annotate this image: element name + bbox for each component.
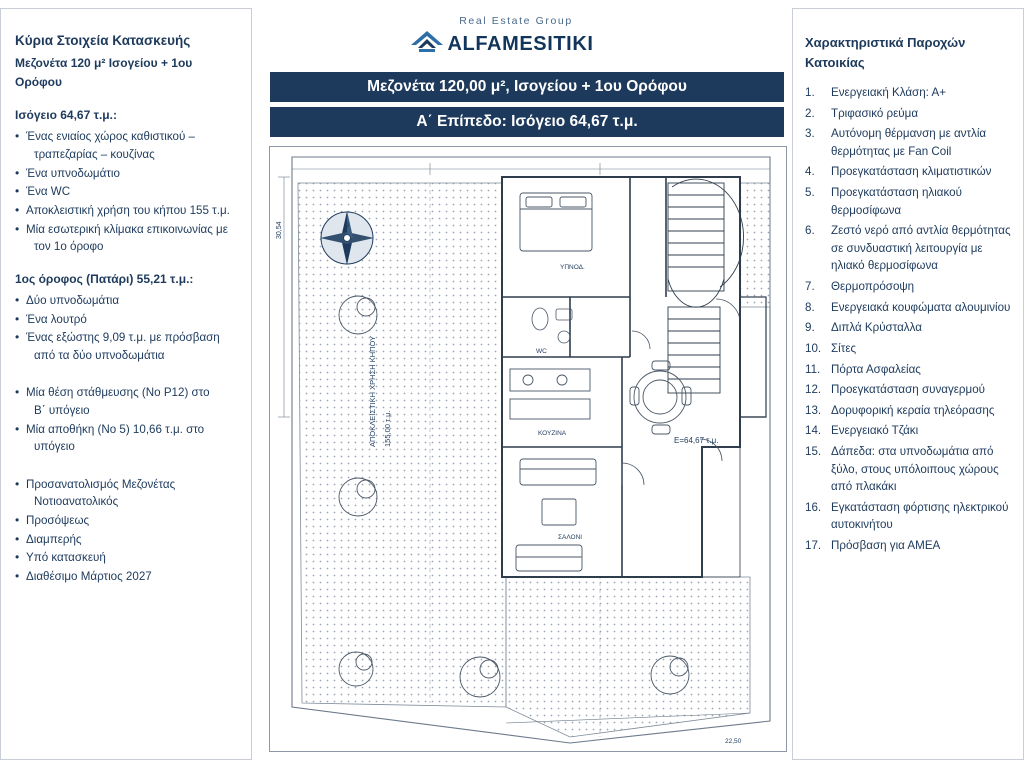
- compass-label: Ν: [344, 222, 350, 229]
- list-item: 8. Ενεργειακά κουφώματα αλουμινίου: [805, 300, 1011, 314]
- dimension-label: 22,50: [725, 738, 742, 745]
- floor-area-label: Ε=64,67 τ.μ.: [674, 436, 719, 445]
- list-item: 3. Αυτόνομη θέρμανση με αντλία θερμότητας με Fan Coil: [805, 127, 987, 158]
- right-panel-title: [805, 33, 1013, 72]
- list-item: • Ένας εξώστης 9,09 τ.μ. με πρόσβαση από τα δύο υπνοδωμάτια: [15, 329, 237, 364]
- list-item: 16. Εγκατάσταση φόρτισης ηλεκτρικού αυτοκινήτου: [805, 500, 1009, 532]
- list-item: • Μία θέση στάθμευσης (Νο Ρ12) στο Β΄ υπόγειο: [15, 384, 237, 419]
- right-panel-title-line1: Χαρακτηριστικά Παροχών: [805, 35, 966, 50]
- list-item: 5. Προεγκατάσταση ηλιακού θερμοσίφωνα: [805, 186, 962, 217]
- list-item: 4. Προεγκατάσταση κλιματιστικών: [805, 165, 992, 179]
- right-panel-title-line2: Κατοικίας: [805, 54, 865, 70]
- list-item: 13. Δορυφορική κεραία τηλεόρασης: [805, 403, 995, 417]
- list-item: 10. Σίτες: [805, 341, 857, 355]
- list-item: • Προσανατολισμός Μεζονέτας Νοτιοανατολικός: [15, 476, 237, 511]
- list-item: • Δύο υπνοδωμάτια: [15, 292, 237, 310]
- right-features-panel: [792, 8, 1024, 760]
- list-item: • Μία εσωτερική κλίμακα επικοινωνίας με τον 1ο όροφο: [15, 221, 237, 256]
- list-item: 17. Πρόσβαση για ΑΜΕΑ: [805, 539, 941, 553]
- ground-floor-list: [15, 128, 237, 255]
- ground-floor-heading: Ισόγειο 64,67 τ.μ.:: [15, 108, 117, 123]
- garden-label: ΑΠΟΚΛΕΙΣΤΙΚΗ ΧΡΗΣΗ ΚΗΠΟΥ: [368, 335, 377, 447]
- company-logo: [404, 16, 600, 64]
- list-item: • Μία αποθήκη (Νο 5) 10,66 τ.μ. στο υπόγειο: [15, 421, 237, 456]
- features-list: [805, 84, 1013, 555]
- list-item: 6. Ζεστό νερό από αντλία θερμότητας σε συνδυαστική λειτουργία με ηλιακό θερμοσίφωνα: [805, 224, 1011, 273]
- list-item: • Διαμπερής: [15, 531, 237, 549]
- list-item: 15. Δάπεδα: στα υπνοδωμάτια από ξύλο, στους υπόλοιπους χώρους από πλακάκι: [805, 444, 999, 494]
- left-panel-title: Κύρια Στοιχεία Κατασκευής: [15, 33, 191, 48]
- list-item: • Ένα λουτρό: [15, 311, 237, 329]
- left-info-panel: [0, 8, 252, 760]
- list-item: • Ένας ενιαίος χώρος καθιστικού – τραπεζαρίας – κουζίνας: [15, 128, 237, 163]
- list-item: 9. Διπλά Κρύσταλλα: [805, 321, 922, 335]
- list-item: • Αποκλειστική χρήση του κήπου 155 τ.μ.: [15, 202, 237, 220]
- list-item: • Ένα WC: [15, 183, 237, 201]
- list-item: • Διαθέσιμο Μάρτιος 2027: [15, 568, 237, 586]
- room-label: ΚΟΥΖΙΝΑ: [538, 430, 567, 437]
- list-item: • Ένα υπνοδωμάτιο: [15, 165, 237, 183]
- dimension-label: 30,54: [276, 221, 283, 239]
- list-item: 1. Ενεργειακή Κλάση: Α+: [805, 86, 946, 99]
- floor-plan-drawing: [269, 146, 787, 752]
- list-item: 7. Θερμοπρόσοψη: [805, 280, 915, 294]
- general-features-list: [15, 476, 237, 586]
- alfa-roof-logo-icon: [410, 29, 444, 59]
- list-item: 2. Τριφασικό ρεύμα: [805, 106, 919, 120]
- list-item: 11. Πόρτα Ασφαλείας: [805, 362, 921, 376]
- main-title-bar: Μεζονέτα 120,00 μ², Ισογείου + 1ου Ορόφου: [270, 72, 784, 102]
- compass-rose-icon: [316, 207, 378, 269]
- parking-storage-list: [15, 384, 237, 455]
- logo-wordmark: ALFAMESITIKI: [447, 32, 594, 55]
- room-label: ΥΠΝΟΔ.: [560, 264, 585, 271]
- first-floor-heading: 1ος όροφος (Πατάρι) 55,21 τ.μ.:: [15, 271, 194, 286]
- room-label: ΣΑΛΟΝΙ: [558, 534, 583, 541]
- first-floor-list: [15, 292, 237, 364]
- room-label: WC: [536, 348, 547, 355]
- garden-area-label: 155,00 τ.μ.: [383, 410, 392, 447]
- list-item: • Προσόψεως: [15, 512, 237, 530]
- level-title-bar: Α΄ Επίπεδο: Ισόγειο 64,67 τ.μ.: [270, 107, 784, 137]
- left-panel-subtitle: Μεζονέτα 120 μ² Ισογείου + 1ου Ορόφου: [15, 55, 193, 90]
- list-item: 14. Ενεργειακό Τζάκι: [805, 424, 919, 438]
- list-item: • Υπό κατασκευή: [15, 549, 237, 567]
- logo-tagline: Real Estate Group: [459, 15, 573, 27]
- list-item: 12. Προεγκατάσταση συναγερμού: [805, 383, 985, 397]
